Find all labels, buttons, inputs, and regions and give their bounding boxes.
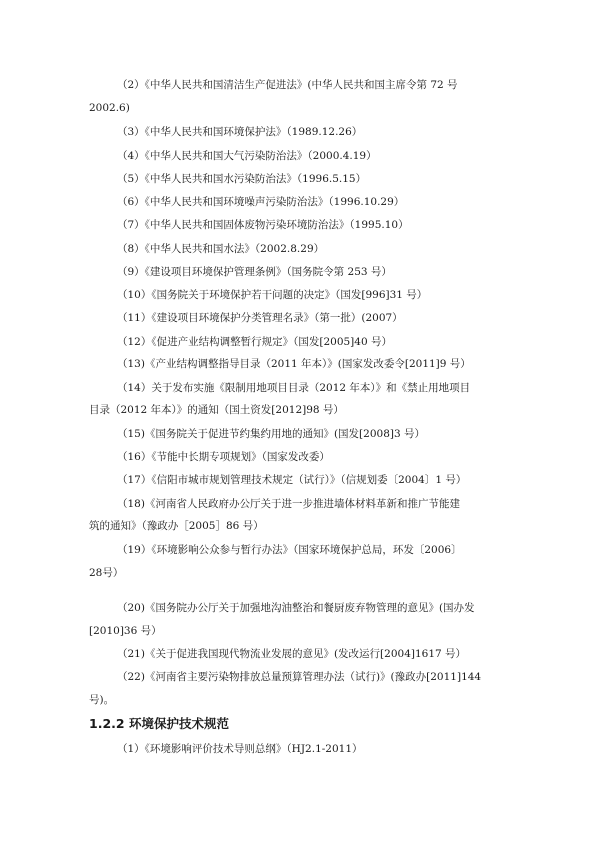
list-item: 号)。 <box>89 694 115 706</box>
list-item: （12）《促进产业结构调整暂行规定》（国发[2005]40 号） <box>117 336 392 348</box>
list-item: （20)《国务院办公厅关于加强地沟油整治和餐厨废弃物管理的意见》(国办发 <box>117 602 475 614</box>
list-item: （13)《产业结构调整指导目录（2011 年本）》(国家发改委令[2011]9 号） <box>117 358 471 370</box>
list-item: （2）《中华人民共和国清洁生产促进法》(中华人民共和国主席令第 72 号 <box>117 79 458 91</box>
list-item: （19）《环境影响公众参与暂行办法》（国家环境保护总局，环发〔2006〕 <box>117 544 462 556</box>
list-item: （22)《河南省主要污染物排放总量预算管理办法（试行)》(豫政办[2011]144 <box>117 671 482 683</box>
list-item: （17）《信阳市城市规划管理技术规定（试行）》（信规划委〔2004〕1 号） <box>117 474 467 486</box>
list-item: （10）《国务院关于环境保护若干问题的决定》（国发[996]31 号） <box>117 289 428 301</box>
section-heading: 1.2.2 环境保护技术规范 <box>89 716 229 731</box>
list-item: （11）《建设项目环境保护分类管理名录》（第一批）(2007） <box>117 312 403 324</box>
list-item: （3）《中华人民共和国环境保护法》（1989.12.26） <box>117 126 363 138</box>
list-item: （15)《国务院关于促进节约集约用地的通知》(国发[2008]3 号） <box>117 428 425 440</box>
list-item: （8）《中华人民共和国水法》（2002.8.29） <box>117 243 325 255</box>
list-item: 2002.6) <box>89 102 130 114</box>
list-item: 28号） <box>89 567 124 579</box>
list-item: （6）《中华人民共和国环境噪声污染防治法》（1996.10.29） <box>117 196 405 208</box>
list-item: （5）《中华人民共和国水污染防治法》（1996.5.15） <box>117 173 367 185</box>
list-item: 目录（2012 年本）》的通知（国土资发[2012]98 号） <box>89 404 344 416</box>
list-item: （1）《环境影响评价技术导则总纲》（HJ2.1-2011） <box>117 743 363 755</box>
list-item: 筑的通知》（豫政办［2005］86 号） <box>89 520 264 532</box>
list-item: （9）《建设项目环境保护管理条例》（国务院令第 253 号） <box>117 266 392 278</box>
list-item: （21)《关于促进我国现代物流业发展的意见》(发改运行[2004]1617 号） <box>117 648 467 660</box>
list-item: （18)《河南省人民政府办公厅关于进一步推进墙体材料革新和推广节能建 <box>117 498 460 510</box>
list-item: （14）关于发布实施《限制用地项目目录（2012 年本）》和《禁止用地项目 <box>117 382 471 394</box>
list-item: （16）《节能中长期专项规划》（国家发改委） <box>117 451 330 463</box>
list-item: [2010]36 号） <box>89 625 162 637</box>
list-item: （7）《中华人民共和国固体废物污染环境防治法》（1995.10） <box>117 219 409 231</box>
list-item: （4）《中华人民共和国大气污染防治法》（2000.4.19） <box>117 150 377 162</box>
